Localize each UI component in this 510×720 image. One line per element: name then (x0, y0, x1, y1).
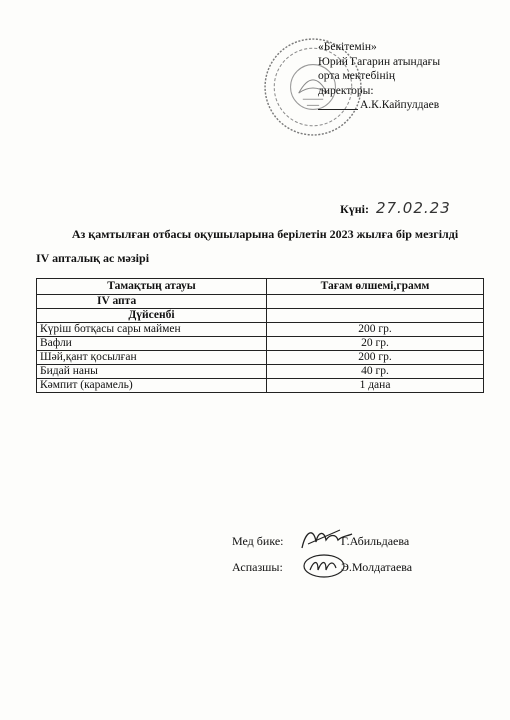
director-name: А.К.Кайпулдаев (360, 99, 440, 111)
approval-block (318, 40, 440, 113)
dish-amount: 1 дана (267, 379, 484, 393)
approval-school: Юрий Гагарин атындағы (318, 55, 441, 68)
approval-heading: «Бекітемін» (318, 41, 377, 53)
day-label: Дүйсенбі (37, 309, 267, 323)
table-row (37, 323, 484, 337)
date-value: 27.02.23 (375, 199, 451, 217)
date-row (340, 199, 451, 217)
cook-signature (298, 550, 350, 580)
column-header-amount: Тағам өлшемі,грамм (267, 279, 484, 295)
cook-name: Э.Молдатаева (341, 560, 413, 574)
date-label: Күні: (340, 202, 369, 216)
approval-school-type: орта мектебінің (318, 70, 395, 82)
document-subtitle: IV апталық ас мәзірі (36, 251, 150, 265)
column-header-name: Тамақтың атауы (37, 279, 267, 295)
empty-cell (267, 295, 484, 309)
nurse-role: Мед бике: (232, 534, 284, 548)
director-line (318, 98, 440, 113)
week-label: IV апта (37, 295, 267, 309)
day-row (37, 309, 484, 323)
dish-name: Күріш ботқасы сары маймен (37, 323, 267, 337)
menu-table (36, 278, 484, 393)
signature-line (318, 109, 358, 110)
dish-name: Кәмпит (карамель) (37, 379, 267, 393)
table-row (37, 337, 484, 351)
week-row (37, 295, 484, 309)
table-header-row (37, 279, 484, 295)
approval-position: директоры: (318, 84, 374, 97)
empty-cell (267, 309, 484, 323)
cook-role: Аспазшы: (232, 560, 283, 574)
table-row (37, 365, 484, 379)
document-title: Аз қамтылған отбасы оқушыларына берілетін 2023 жылға бір мезгілді (71, 227, 459, 241)
table-row (37, 379, 484, 393)
dish-amount: 200 гр. (267, 323, 484, 337)
table-row (37, 351, 484, 365)
dish-amount: 20 гр. (267, 337, 484, 351)
dish-name: Шәй,қант қосылған (37, 351, 267, 365)
dish-amount: 200 гр. (267, 351, 484, 365)
dish-amount: 40 гр. (267, 365, 484, 379)
nurse-name: Г.Абильдаева (341, 534, 410, 548)
dish-name: Вафли (37, 337, 267, 351)
dish-name: Бидай наны (37, 365, 267, 379)
